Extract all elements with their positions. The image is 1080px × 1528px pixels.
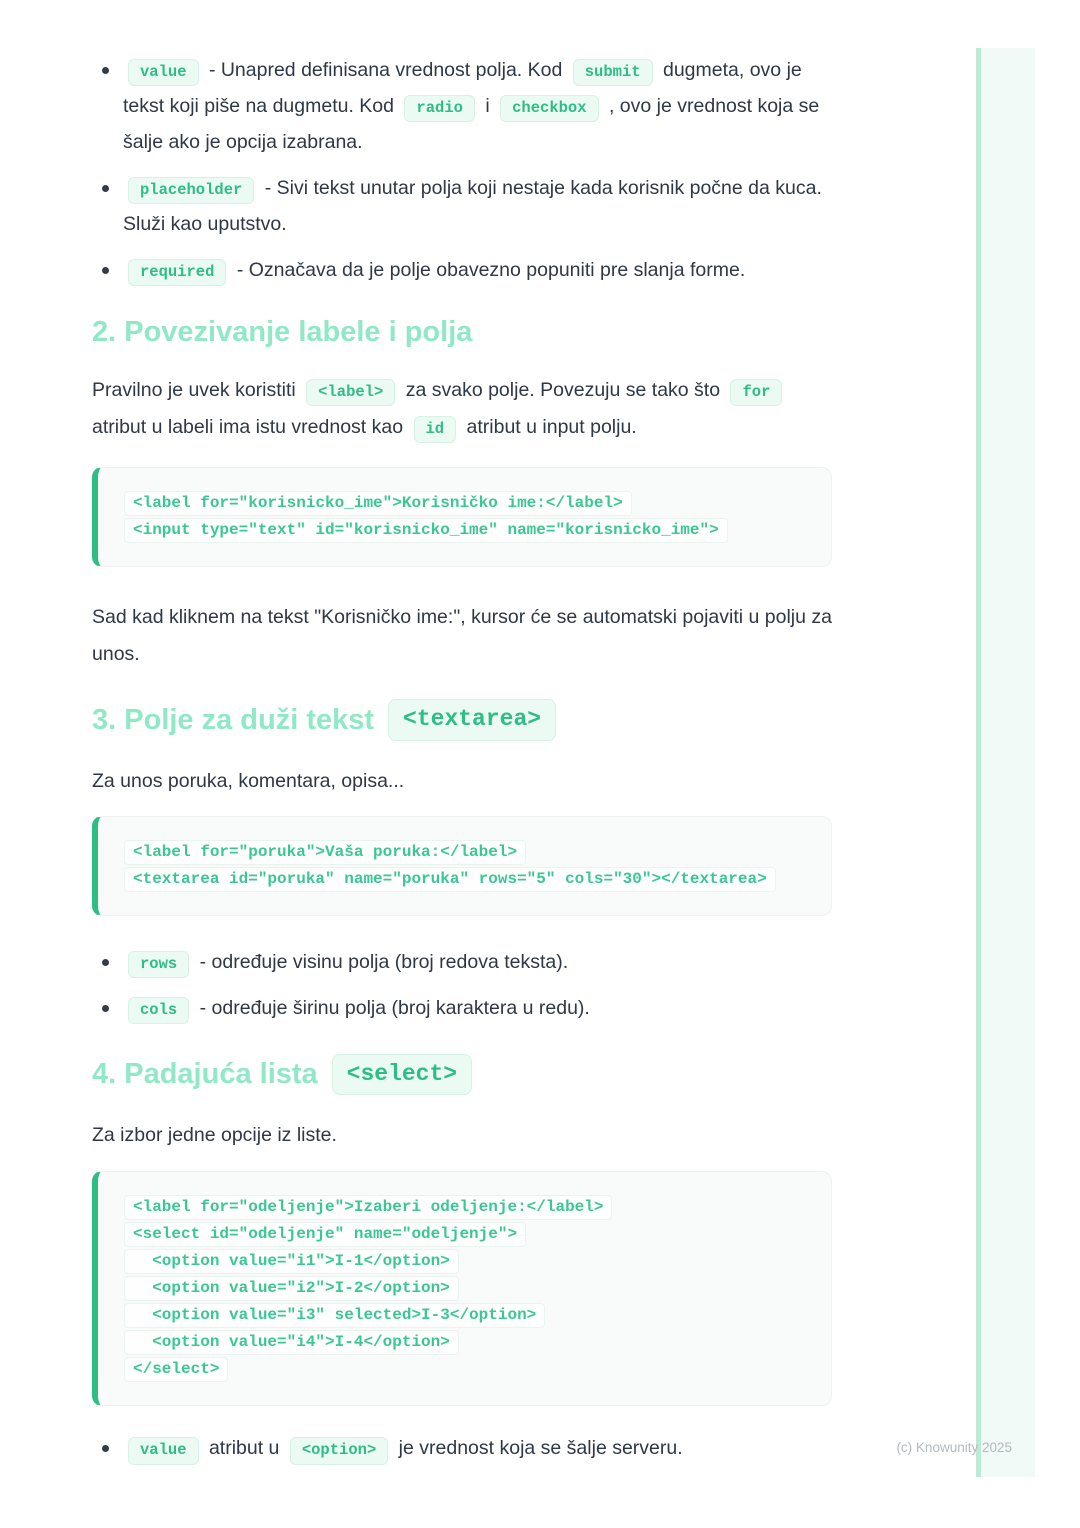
code-text: </select>: [124, 1357, 228, 1382]
inline-code-chip: value: [128, 1437, 199, 1464]
paragraph: [92, 599, 832, 673]
bullet-text-run: , ovo je vrednost koja se šalje ako je opcija izabrana.: [123, 95, 820, 153]
bullet-dot: [102, 267, 109, 274]
bullet-text: [123, 1430, 683, 1466]
inline-code-chip: id: [414, 416, 457, 443]
bullet-dot: [102, 959, 109, 966]
list-item: [92, 170, 832, 242]
section-heading-3: [92, 699, 832, 741]
code-line: [124, 1195, 805, 1220]
code-text: <option value="i1">I-1</option>: [124, 1249, 459, 1274]
bullet-text: [123, 944, 568, 980]
inline-code-chip: cols: [128, 997, 189, 1024]
section-heading-text: 3. Polje za duži tekst: [92, 703, 375, 736]
code-line: [124, 840, 805, 865]
bullet-text-run: je vrednost koja se šalje serveru.: [398, 1437, 683, 1460]
section-heading-2: [92, 312, 832, 352]
code-line: [124, 1249, 805, 1274]
list-item: [92, 252, 832, 288]
code-line: [124, 518, 805, 543]
paragraph-text-run: Za izbor jedne opcije iz liste.: [92, 1124, 337, 1147]
paragraph: [92, 372, 832, 446]
inline-code-chip: for: [730, 379, 782, 406]
paragraph-text-run: Sad kad kliknem na tekst "Korisničko ime:", kursor će se automatski pojaviti u polju za unos.: [92, 606, 833, 665]
paragraph: [92, 763, 832, 800]
watermark: (c) Knowunity 2025: [896, 1440, 1012, 1455]
code-text: <label for="poruka">Vaša poruka:</label>: [124, 840, 526, 865]
code-line: [124, 1330, 805, 1355]
code-text: <option value="i2">I-2</option>: [124, 1276, 459, 1301]
bullet-dot: [102, 67, 109, 74]
bullet-text-run: i: [485, 95, 490, 117]
list-item: [92, 1430, 832, 1466]
inline-code-chip: required: [128, 259, 226, 286]
bullet-text-run: dugmeta, ovo je tekst koji piše na dugmetu. Kod: [123, 59, 802, 117]
list-item: [92, 944, 832, 980]
bullet-text-run: - Sivi tekst unutar polja koji nestaje kada korisnik počne da kuca. Služi kao uputstvo.: [123, 177, 822, 235]
inline-code-chip: radio: [404, 95, 475, 122]
inline-code-chip: <label>: [306, 379, 395, 406]
bullet-dot-col: [92, 944, 123, 980]
bullet-text-run: - Označava da je polje obavezno popuniti pre slanja forme.: [236, 259, 746, 281]
code-line: [124, 1357, 805, 1382]
bullet-dot-col: [92, 990, 123, 1026]
bullet-dot: [102, 1005, 109, 1012]
code-line: [124, 1303, 805, 1328]
section-heading-text: 4. Padajuća lista: [92, 1058, 318, 1091]
code-text: <option value="i4">I-4</option>: [124, 1330, 459, 1355]
code-text: <label for="korisnicko_ime">Korisničko ime:</label>: [124, 491, 632, 516]
code-line: [124, 867, 805, 892]
inline-code-chip: submit: [573, 59, 653, 86]
bullet-text: [123, 990, 590, 1026]
code-text: <select id="odeljenje" name="odeljenje">: [124, 1222, 526, 1247]
bullet-text: [123, 252, 745, 288]
inline-code-chip: placeholder: [128, 177, 254, 204]
inline-code-chip: rows: [128, 951, 189, 978]
textarea-bullet-list: [92, 944, 832, 1026]
section-heading-4: [92, 1054, 832, 1096]
bullet-dot: [102, 185, 109, 192]
code-text: <option value="i3" selected>I-3</option>: [124, 1303, 545, 1328]
code-block-label-input: [92, 467, 832, 567]
code-line: [124, 1222, 805, 1247]
inline-code-chip: <select>: [332, 1054, 472, 1096]
side-accent-bar: [976, 48, 1035, 1477]
code-text: <input type="text" id="korisnicko_ime" name="korisnicko_ime">: [124, 518, 728, 543]
bullet-dot-col: [92, 52, 123, 160]
page-content: [92, 0, 832, 1476]
code-line: [124, 491, 805, 516]
paragraph: [92, 1117, 832, 1154]
inline-code-chip: value: [128, 59, 199, 86]
bullet-text-run: - Unapred definisana vrednost polja. Kod: [208, 59, 563, 81]
list-item: [92, 52, 832, 160]
bullet-text-run: - određuje širinu polja (broj karaktera u redu).: [199, 996, 590, 1019]
select-bullet-list: [92, 1430, 832, 1466]
code-line: [124, 1276, 805, 1301]
code-block-select: [92, 1171, 832, 1406]
inline-code-chip: checkbox: [500, 95, 598, 122]
bullet-text-run: - određuje visinu polja (broj redova teksta).: [199, 950, 569, 973]
code-block-textarea: [92, 816, 832, 916]
section-heading-text: 2. Povezivanje labele i polja: [92, 316, 473, 348]
paragraph-text-run: Za unos poruka, komentara, opisa...: [92, 769, 405, 792]
bullet-dot-col: [92, 170, 123, 242]
paragraph-text-run: atribut u labeli ima istu vrednost kao: [92, 416, 404, 438]
list-item: [92, 990, 832, 1026]
bullet-dot: [102, 1445, 109, 1452]
code-text: <textarea id="poruka" name="poruka" rows="5" cols="30"></textarea>: [124, 867, 776, 892]
inline-code-chip: <option>: [290, 1437, 388, 1464]
bullet-dot-col: [92, 1430, 123, 1466]
code-text: <label for="odeljenje">Izaberi odeljenje:</label>: [124, 1195, 612, 1220]
paragraph-text-run: za svako polje. Povezuju se tako što: [405, 379, 721, 401]
bullet-dot-col: [92, 252, 123, 288]
bullet-text: [123, 170, 832, 242]
paragraph-text-run: atribut u input polju.: [466, 416, 637, 438]
bullet-text: [123, 52, 832, 160]
bullet-text-run: atribut u: [208, 1437, 280, 1460]
attribute-bullet-list: [92, 52, 832, 288]
inline-code-chip: <textarea>: [388, 699, 556, 741]
paragraph-text-run: Pravilno je uvek koristiti: [92, 379, 296, 401]
